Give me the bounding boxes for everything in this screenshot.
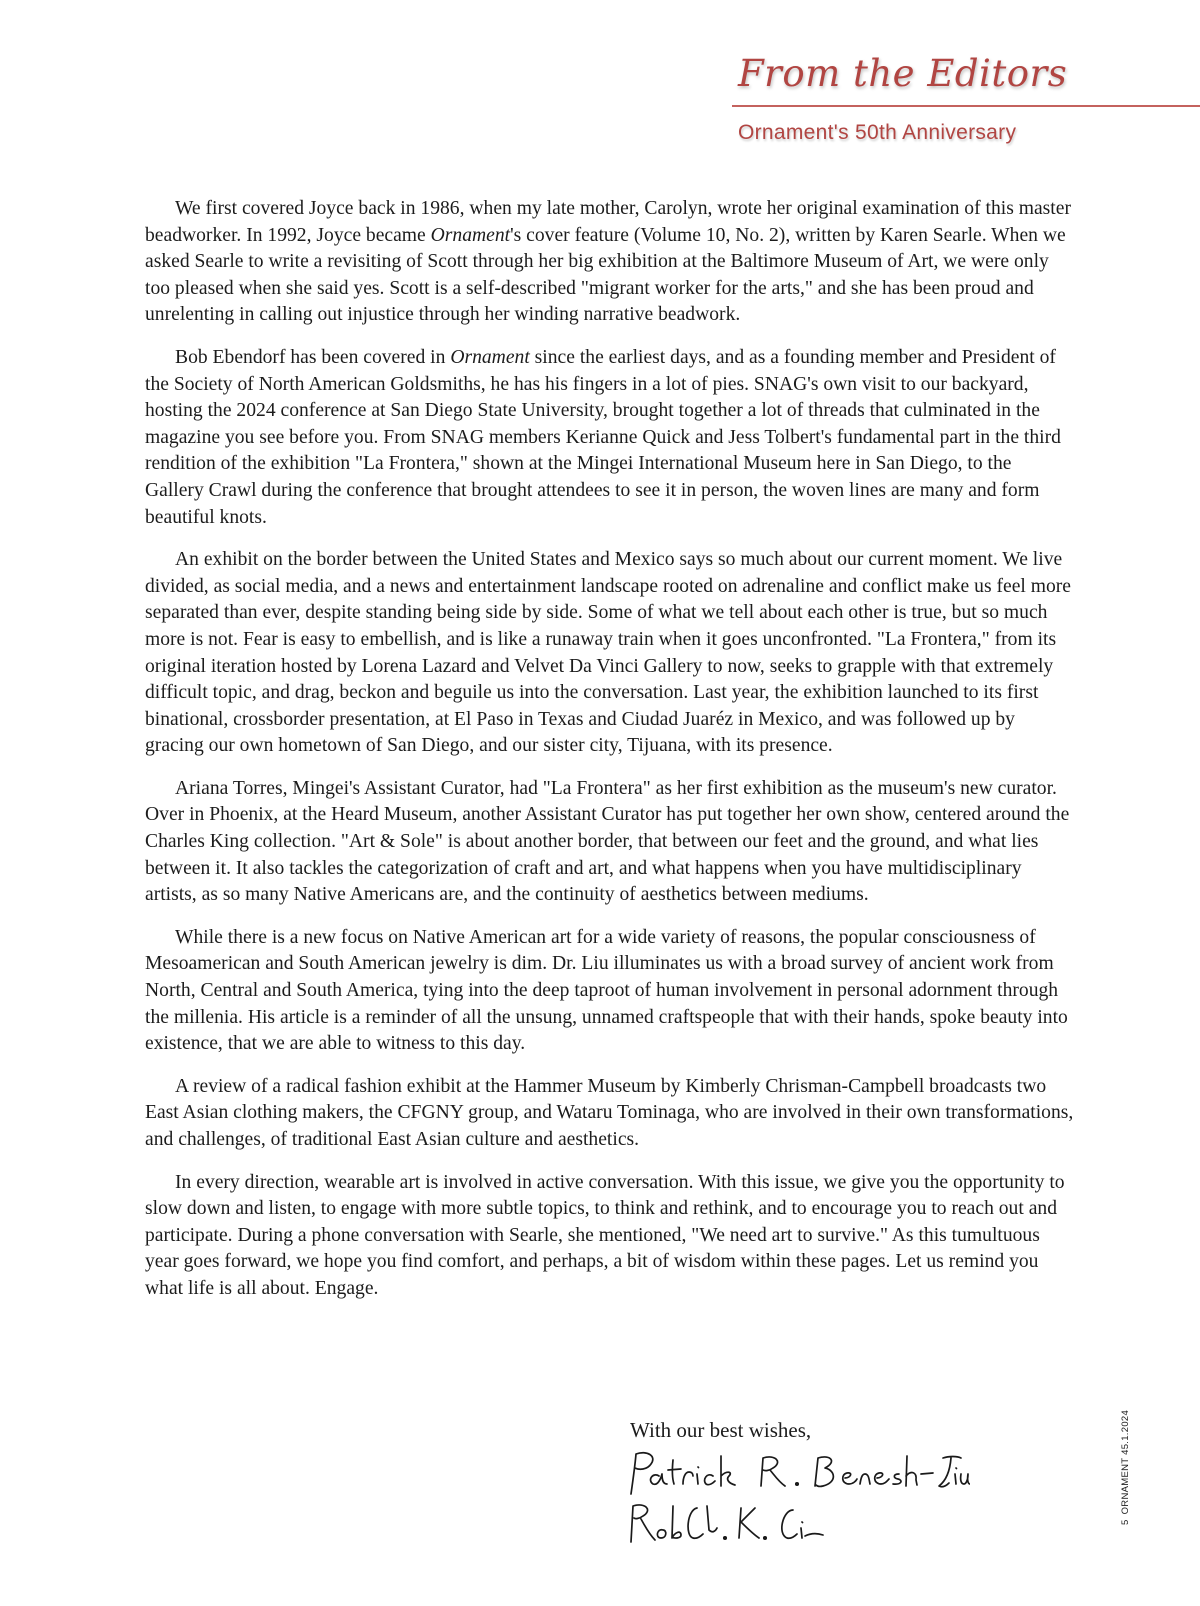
section-subtitle: Ornament's 50th Anniversary bbox=[738, 121, 1017, 144]
editorial-body bbox=[145, 196, 1075, 1319]
magazine-name: Ornament bbox=[430, 224, 511, 246]
closing-line: With our best wishes, bbox=[630, 1418, 812, 1442]
paragraph: Bob Ebendorf has been covered in Ornament since the earliest days, and as a founding member and President of the Society of North American Goldsmiths, he has his fingers in a lot of pies. SNAG's own visit to our backyard, hosting the 2024 conference at San Diego State University, brought together a lot of threads that culminated in the magazine you see before you. From SNAG members Kerianne Quick and Jess Tolbert's fundamental part in the third rendition of the exhibition "La Frontera," shown at the Mingei International Museum here in San Diego, to the Gallery Crawl during the conference that brought attendees to see it in person, the woven lines are many and form beautiful knots. bbox=[145, 346, 1061, 528]
section-title: From the Editors bbox=[738, 52, 1068, 95]
paragraph: An exhibit on the border between the United States and Mexico says so much about our current moment. We live divided, as social media, and a news and entertainment landscape rooted on adrenaline and conflict make us feel more separated than ever, despite standing being side by side. Some of what we tell about each other is true, but so much more is not. Fear is easy to embellish, and is like a runaway train when it goes unconfronted. "La Frontera," from its original iteration hosted by Lorena Lazard and Velvet Da Vinci Gallery to now, seeks to grapple with that extremely difficult topic, and drag, beckon and beguile us into the conversation. Last year, the exhibition launched to its first binational, crossborder presentation, at El Paso in Texas and Ciudad Juaréz in Mexico, and was followed up by gracing our own hometown of San Diego, and our sister city, Tijuana, with its presence. bbox=[145, 549, 1071, 757]
page-number: 5 bbox=[1120, 1519, 1131, 1525]
issue-label: ORNAMENT 45.1.2024 bbox=[1120, 1409, 1131, 1515]
signature-robert bbox=[625, 1500, 825, 1544]
paragraph: We first covered Joyce back in 1986, when my late mother, Carolyn, wrote her original examination of this master beadworker. In 1992, Joyce became Ornament's cover feature (Volume 10, No. 2), written by Karen Searle. When we asked Searle to write a revisiting of Scott through her big exhibition at the Baltimore Museum of Art, we were only too pleased when she said yes. Scott is a self-described "migrant worker for the arts," and she has been proud and unrelenting in calling out injustice through her winding narrative beadwork. bbox=[145, 198, 1071, 326]
paragraph: In every direction, wearable art is involved in active conversation. With this issue, we give you the opportunity to slow down and listen, to engage with more subtle topics, to think and rethink, and to encourage you to reach out and participate. During a phone conversation with Searle, she mentioned, "We need art to survive." As this tumultuous year goes forward, we hope you find comfort, and perhaps, a bit of wisdom within these pages. Let us remind you what life is all about. Engage. bbox=[145, 1171, 1065, 1299]
magazine-name: Ornament bbox=[450, 346, 530, 368]
paragraph: Ariana Torres, Mingei's Assistant Curator, had "La Frontera" as her first exhibition as the museum's new curator. Over in Phoenix, at the Heard Museum, another Assistant Curator has put together her own show, centered around the Charles King collection. "Art & Sole" is about another border, that between our feet and the ground, and what lies between it. It also tackles the categorization of craft and art, and what happens when you have multidisciplinary artists, as so many Native Americans are, and the continuity of aesthetics between mediums. bbox=[145, 777, 1070, 906]
paragraph: A review of a radical fashion exhibit at the Hammer Museum by Kimberly Chrisman-Campbell broadcasts two East Asian clothing makers, the CFGNY group, and Wataru Tominaga, who are involved in their own transformations, and challenges, of traditional East Asian culture and aesthetics. bbox=[145, 1075, 1074, 1150]
paragraph: While there is a new focus on Native American art for a wide variety of reasons, the popular consciousness of Mesoamerican and South American jewelry is dim. Dr. Liu illuminates us with a broad survey of ancient work from North, Central and South America, tying into the deep taproot of human involvement in personal adornment through the millenia. His article is a reminder of all the unsung, unnamed craftspeople that with their hands, spoke beauty into existence, that we are able to witness to this day. bbox=[145, 926, 1068, 1055]
header-divider bbox=[732, 105, 1200, 107]
signature-patrick bbox=[625, 1450, 970, 1498]
page-folio bbox=[1120, 1410, 1131, 1525]
